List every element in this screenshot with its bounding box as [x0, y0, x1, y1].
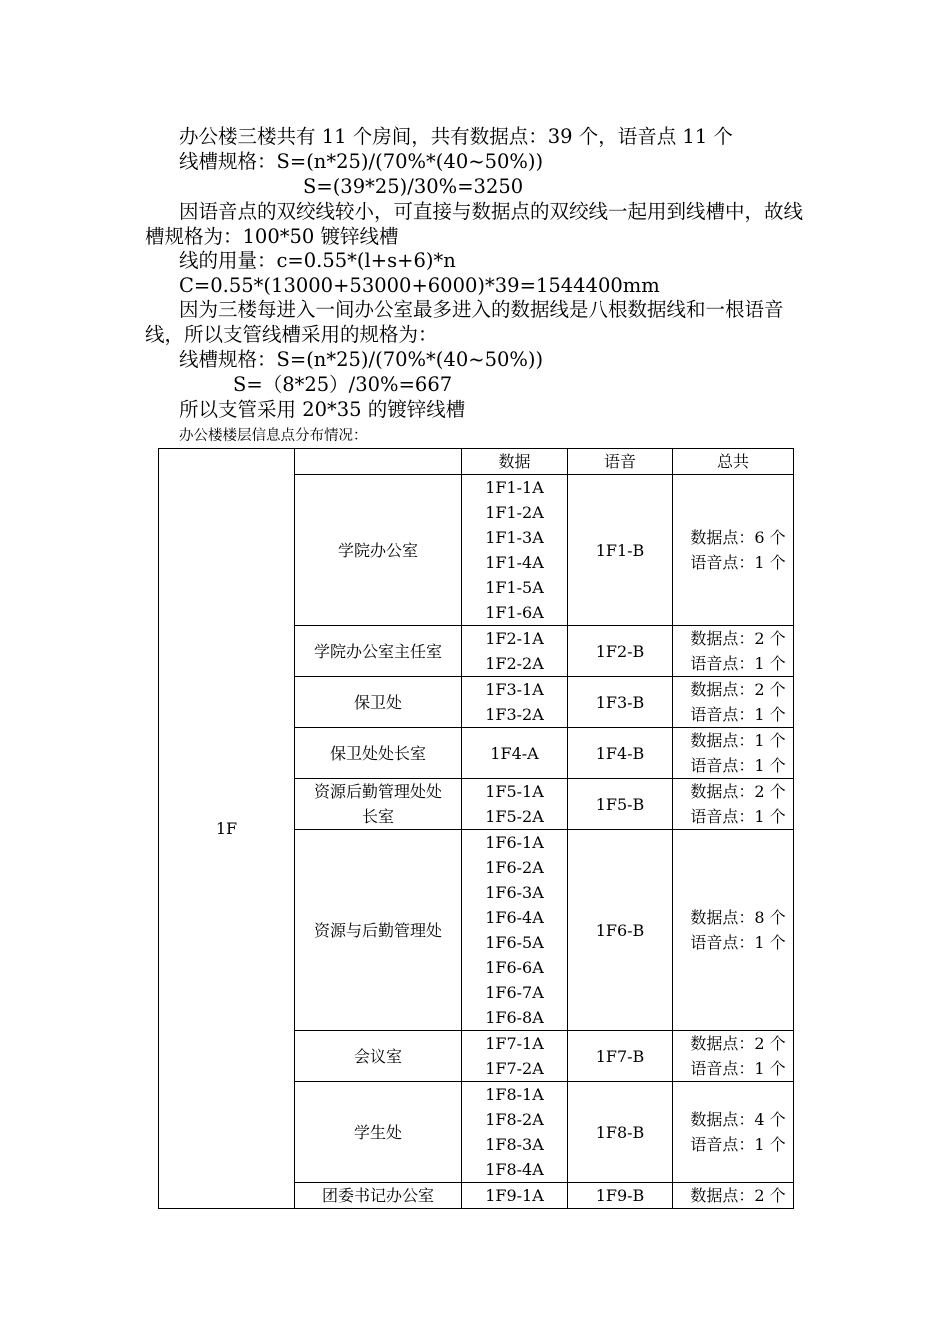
data-points-cell	[462, 1183, 568, 1209]
total-line: 语音点：1 个	[690, 1135, 786, 1154]
data-points-cell	[462, 1031, 568, 1082]
data-point: 1F1-5A	[485, 578, 544, 597]
data-point: 1F2-2A	[485, 654, 544, 673]
total-line: 数据点：4 个	[690, 1110, 786, 1129]
header-cell: 数据	[462, 449, 568, 475]
room-name: 会议室	[353, 1046, 402, 1066]
room-cell	[295, 779, 462, 830]
data-point: 1F6-8A	[485, 1008, 544, 1027]
paragraph-branch-trunking-reason: 因为三楼每进入一间办公室最多进入的数据线是八根数据线和一根语音线，所以支管线槽采用的规格为：	[145, 298, 784, 346]
voice-point-cell: 1F7-B	[568, 1031, 673, 1082]
total-line: 语音点：1 个	[690, 1059, 786, 1078]
data-point: 1F6-5A	[485, 933, 544, 952]
header-cell	[295, 449, 462, 475]
room-name: 学生处	[353, 1122, 402, 1142]
data-point: 1F8-3A	[485, 1135, 544, 1154]
data-point: 1F3-2A	[485, 705, 544, 724]
room-name: 资源与后勤管理处	[313, 920, 442, 940]
data-point: 1F7-1A	[485, 1034, 544, 1053]
data-point: 1F9-1A	[485, 1186, 544, 1205]
voice-point-cell: 1F4-B	[568, 728, 673, 779]
total-line: 数据点：2 个	[690, 629, 786, 648]
total-line: 数据点：2 个	[690, 1034, 786, 1053]
table-caption: 办公楼楼层信息点分布情况：	[179, 428, 368, 444]
data-point: 1F8-4A	[485, 1160, 544, 1179]
room-cell	[295, 1183, 462, 1209]
total-line: 数据点：8 个	[690, 908, 786, 927]
data-point: 1F6-1A	[485, 833, 544, 852]
data-point: 1F1-1A	[485, 478, 544, 497]
data-points-cell	[462, 728, 568, 779]
total-line: 数据点：6 个	[690, 528, 786, 547]
total-line: 语音点：1 个	[690, 654, 786, 673]
data-points-cell	[462, 677, 568, 728]
paragraph-branch-trunking-result: S=（8*25）/30%=667	[233, 373, 453, 396]
room-cell	[295, 475, 462, 626]
header-cell: 总共	[673, 449, 794, 475]
room-cell	[295, 1082, 462, 1183]
paragraph-branch-trunking-conclusion: 所以支管采用 20*35 的镀锌线槽	[179, 398, 466, 421]
total-cell	[673, 1082, 794, 1183]
room-name: 资源后勤管理处处长室	[313, 782, 442, 826]
room-cell	[295, 626, 462, 677]
data-point: 1F6-3A	[485, 883, 544, 902]
paragraph-branch-trunking-formula: 线槽规格：S=(n*25)/(70%*(40~50%))	[179, 348, 544, 371]
room-cell	[295, 830, 462, 1031]
voice-point-cell: 1F6-B	[568, 830, 673, 1031]
paragraph-cable-usage-result: C=0.55*(13000+53000+6000)*39=1544400mm	[179, 274, 660, 297]
data-point: 1F6-6A	[485, 958, 544, 977]
data-point: 1F6-7A	[485, 983, 544, 1002]
total-line: 语音点：1 个	[690, 807, 786, 826]
total-line: 语音点：1 个	[690, 933, 786, 952]
total-cell	[673, 779, 794, 830]
room-name: 保卫处	[353, 692, 402, 712]
voice-point-cell: 1F3-B	[568, 677, 673, 728]
voice-point-cell: 1F9-B	[568, 1183, 673, 1209]
data-point: 1F1-2A	[485, 503, 544, 522]
data-points-cell	[462, 830, 568, 1031]
total-cell	[673, 728, 794, 779]
data-point: 1F8-2A	[485, 1110, 544, 1129]
total-line: 数据点：2 个	[690, 782, 786, 801]
data-points-cell	[462, 626, 568, 677]
total-line: 数据点：1 个	[690, 731, 786, 750]
room-cell	[295, 1031, 462, 1082]
info-point-table	[158, 448, 794, 1209]
voice-point-cell: 1F5-B	[568, 779, 673, 830]
room-name: 学院办公室	[337, 540, 418, 560]
room-cell	[295, 677, 462, 728]
data-point: 1F8-1A	[485, 1085, 544, 1104]
table-header-row	[159, 449, 794, 475]
total-cell	[673, 830, 794, 1031]
paragraph-trunking-formula: 线槽规格：S=(n*25)/(70%*(40~50%))	[179, 150, 544, 173]
data-point: 1F5-2A	[485, 807, 544, 826]
voice-point-cell: 1F2-B	[568, 626, 673, 677]
room-name: 保卫处处长室	[329, 743, 426, 763]
total-line: 数据点：2 个	[690, 680, 786, 699]
data-points-cell	[462, 1082, 568, 1183]
voice-point-cell: 1F8-B	[568, 1082, 673, 1183]
data-point: 1F4-A	[490, 743, 539, 763]
data-point: 1F2-1A	[485, 629, 544, 648]
paragraph-trunking-spec: 因语音点的双绞线较小，可直接与数据点的双绞线一起用到线槽中，故线槽规格为：100*50 镀锌线槽	[145, 200, 804, 248]
data-point: 1F3-1A	[485, 680, 544, 699]
paragraph-cable-usage-formula: 线的用量：c=0.55*(l+s+6)*n	[179, 249, 456, 272]
total-line: 数据点：2 个	[690, 1186, 786, 1205]
total-cell	[673, 677, 794, 728]
voice-point-cell: 1F1-B	[568, 475, 673, 626]
data-point: 1F7-2A	[485, 1059, 544, 1078]
data-points-cell	[462, 475, 568, 626]
total-line: 语音点：1 个	[690, 705, 786, 724]
data-point: 1F1-6A	[485, 603, 544, 622]
paragraph-room-summary: 办公楼三楼共有 11 个房间，共有数据点：39 个，语音点 11 个	[179, 125, 733, 148]
total-cell	[673, 626, 794, 677]
total-cell	[673, 1183, 794, 1209]
data-points-cell	[462, 779, 568, 830]
data-point: 1F1-4A	[485, 553, 544, 572]
total-line: 语音点：1 个	[690, 756, 786, 775]
total-cell	[673, 475, 794, 626]
data-point: 1F6-4A	[485, 908, 544, 927]
data-point: 1F5-1A	[485, 782, 544, 801]
room-name: 团委书记办公室	[321, 1186, 434, 1205]
floor-cell: 1F	[159, 449, 295, 1209]
data-point: 1F1-3A	[485, 528, 544, 547]
room-name: 学院办公室主任室	[313, 641, 442, 661]
room-cell	[295, 728, 462, 779]
header-cell: 语音	[568, 449, 673, 475]
total-cell	[673, 1031, 794, 1082]
data-point: 1F6-2A	[485, 858, 544, 877]
total-line: 语音点：1 个	[690, 553, 786, 572]
paragraph-trunking-result: S=(39*25)/30%=3250	[303, 175, 524, 198]
